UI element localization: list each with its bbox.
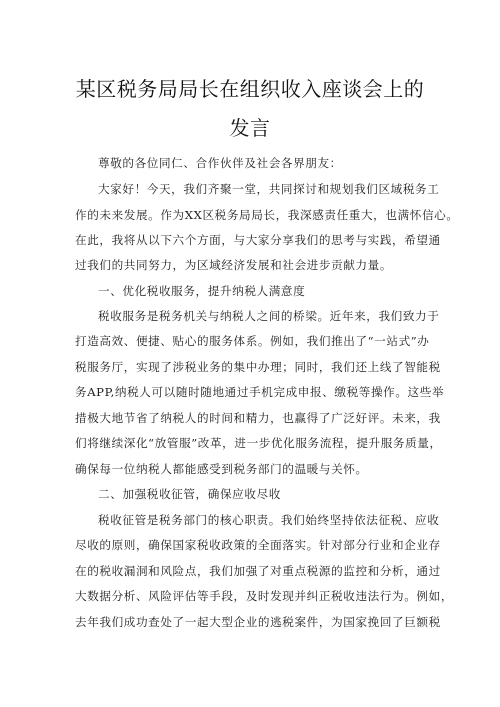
paragraph-line: 大数据分析、风险评估等手段，及时发现并纠正税收违法行为。例如， xyxy=(75,589,454,603)
paragraph-line: 在此，我将从以下六个方面，与大家分享我们的思考与实践，希望通 xyxy=(75,233,441,247)
paragraph-line: 打造高效、便捷、贴心的服务体系。例如，我们推出了“一站式”办 xyxy=(75,334,430,348)
paragraph-line: 尽收的原则，确保国家税收政策的全面落实。针对部分行业和企业存 xyxy=(75,538,441,552)
section-heading: 一、优化税收服务，提升纳税人满意度 xyxy=(98,284,306,298)
paragraph-line: 税收征管是税务部门的核心职责。我们始终坚持依法征税、应收 xyxy=(98,513,440,527)
paragraph-line: 过我们的共同努力，为区域经济发展和社会进步贡献力量。 xyxy=(75,258,393,272)
paragraph-line: 确保每一位纳税人都能感受到税务部门的温暖与关怀。 xyxy=(75,462,368,476)
paragraph-line: 大家好！今天，我们齐聚一堂，共同探讨和规划我们区域税务工 xyxy=(98,182,440,196)
paragraph-line: 在的税收漏洞和风险点，我们加强了对重点税源的监控和分析，通过 xyxy=(75,564,441,578)
document-title-line-1: 某区税务局局长在组织收入座谈会上的 xyxy=(75,77,425,101)
section-heading: 二、加强税收征管，确保应收尽收 xyxy=(98,487,281,501)
paragraph-line: 税服务厅，实现了涉税业务的集中办理；同时，我们还上线了智能税 xyxy=(75,360,441,374)
paragraph-line: 务APP,纳税人可以随时随地通过手机完成申报、缴税等操作。这些举 xyxy=(75,385,445,399)
paragraph-line: 税收服务是税务机关与纳税人之间的桥梁。近年来，我们致力于 xyxy=(98,309,440,323)
paragraph-line: 去年我们成功查处了一起大型企业的逃税案件，为国家挽回了巨额税 xyxy=(75,615,441,629)
salutation: 尊敬的各位同仁、合作伙伴及社会各界朋友： xyxy=(98,156,342,170)
paragraph-line: 作的未来发展。作为XX区税务局局长，我深感责任重大，也满怀信心。 xyxy=(75,208,459,222)
paragraph-line: 措极大地节省了纳税人的时间和精力，也赢得了广泛好评。未来，我 xyxy=(75,411,441,425)
paragraph-line: 们将继续深化“放管服”改革，进一步优化服务流程，提升服务质量， xyxy=(75,436,442,450)
document-title-line-2: 发言 xyxy=(229,116,271,140)
